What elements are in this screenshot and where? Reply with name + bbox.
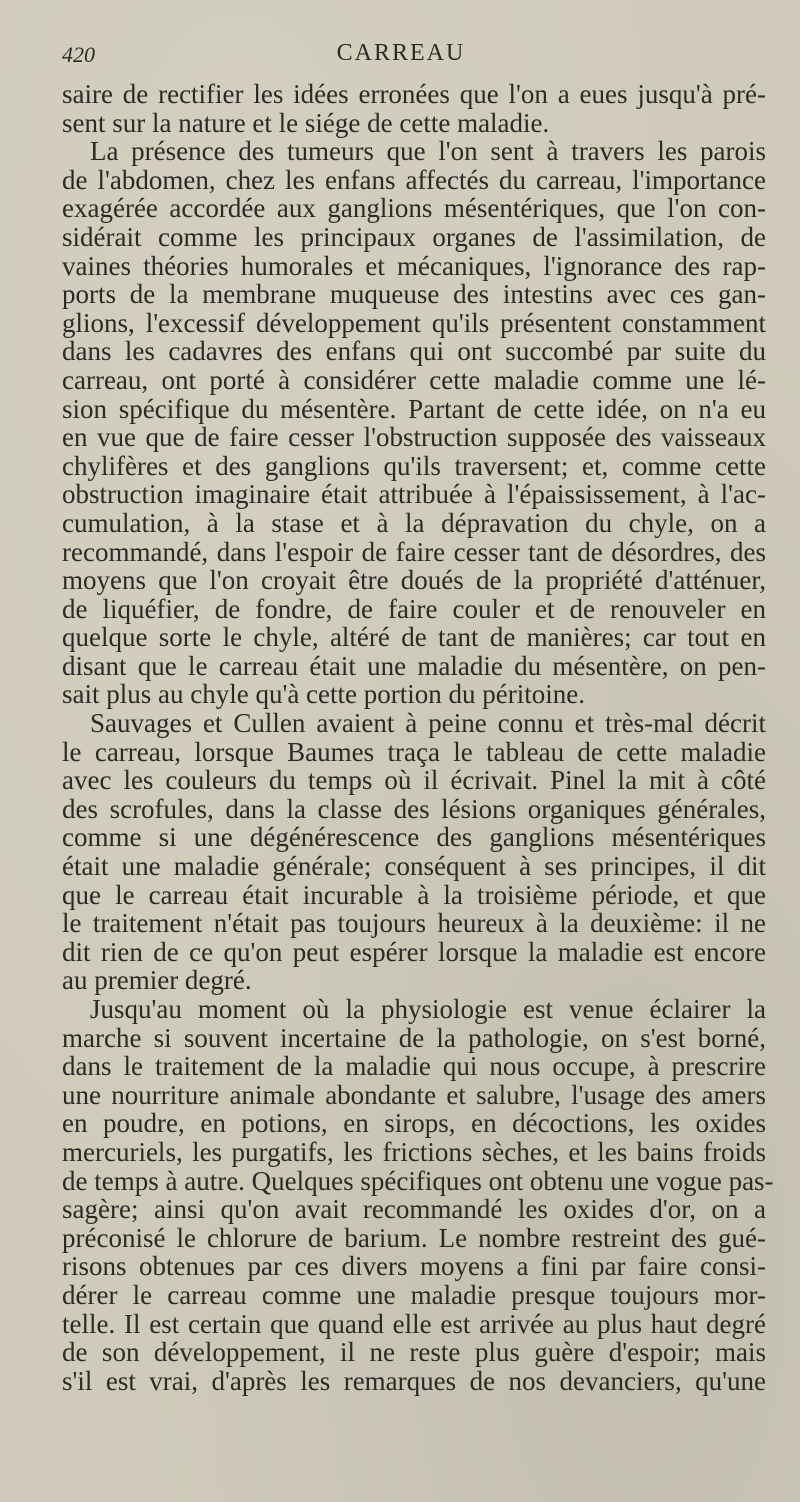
text-line: disant que le carreau était une maladie du mésentère, on pen- bbox=[62, 650, 766, 681]
text-line: sent sur la nature et le siége de cette maladie. bbox=[62, 107, 550, 138]
text-line: dérer le carreau comme une maladie presque toujours mor- bbox=[62, 1279, 766, 1310]
text-line: La présence des tumeurs que l'on sent à travers les parois bbox=[90, 136, 766, 167]
text-line: sidérait comme les principaux organes de l'assimilation, de bbox=[62, 221, 766, 252]
text-line: recommandé, dans l'espoir de faire cesser tant de désordres, des bbox=[62, 536, 766, 567]
text-line: dit rien de ce qu'on peut espérer lorsque la maladie est encore bbox=[62, 936, 766, 967]
text-line: de liquéfier, de fondre, de faire couler et de renouveler en bbox=[62, 593, 766, 624]
text-line: Sauvages et Cullen avaient à peine connu et très-mal décrit bbox=[90, 708, 766, 739]
text-line: quelque sorte le chyle, altéré de tant de manières; car tout en bbox=[62, 622, 766, 653]
page-number: 420 bbox=[62, 42, 95, 67]
text-line: exagérée accordée aux ganglions mésentériques, que l'on con- bbox=[62, 193, 766, 224]
text-line: au premier degré. bbox=[62, 965, 252, 996]
text-line: avec les couleurs du temps où il écrivait. Pinel la mit à côté bbox=[62, 765, 766, 796]
text-line: saire de rectifier les idées erronées que l'on a eues jusqu'à pré- bbox=[62, 79, 766, 109]
text-line: en vue que de faire cesser l'obstruction supposée des vaisseaux bbox=[62, 422, 766, 453]
text-line: que le carreau était incurable à la troisième période, et que bbox=[62, 879, 766, 910]
text-line: le carreau, lorsque Baumes traça le tableau de cette maladie bbox=[62, 736, 766, 767]
text-line: marche si souvent incertaine de la pathologie, on s'est borné, bbox=[62, 1022, 766, 1053]
text-line: risons obtenues par ces divers moyens a fini par faire consi- bbox=[62, 1251, 766, 1282]
text-line: sion spécifique du mésentère. Partant de cette idée, on n'a eu bbox=[62, 393, 766, 424]
text-line: de temps à autre. Quelques spécifiques ont obtenu une vogue pas- bbox=[62, 1165, 774, 1196]
text-line: des scrofules, dans la classe des lésions organiques générales, bbox=[62, 793, 766, 824]
text-line: obstruction imaginaire était attribuée à l'épaississement, à l'ac- bbox=[62, 479, 766, 510]
text-line: le traitement n'était pas toujours heureux à la deuxième: il ne bbox=[62, 908, 766, 939]
page-header bbox=[62, 36, 740, 72]
text-line: moyens que l'on croyait être doués de la propriété d'atténuer, bbox=[62, 565, 766, 596]
text-line: cumulation, à la stase et à la dépravation du chyle, on a bbox=[62, 507, 766, 538]
text-line: une nourriture animale abondante et salubre, l'usage des amers bbox=[62, 1079, 766, 1110]
text-line: chylifères et des ganglions qu'ils traversent; et, comme cette bbox=[62, 450, 766, 481]
text-line: glions, l'excessif développement qu'ils présentent constamment bbox=[62, 307, 766, 338]
text-line: comme si une dégénérescence des ganglions mésentériques bbox=[62, 822, 766, 853]
text-line: Jusqu'au moment où la physiologie est venue éclairer la bbox=[90, 994, 766, 1024]
text-line: en poudre, en potions, en sirops, en décoctions, les oxides bbox=[62, 1108, 766, 1139]
text-line: était une maladie générale; conséquent à ses principes, il dit bbox=[62, 851, 766, 882]
text-line: de son développement, il ne reste plus guère d'espoir; mais bbox=[62, 1337, 766, 1368]
text-line: de l'abdomen, chez les enfans affectés du carreau, l'importance bbox=[62, 164, 766, 195]
text-line: sait plus au chyle qu'à cette portion du péritoine. bbox=[62, 679, 585, 710]
text-line: dans le traitement de la maladie qui nous occupe, à prescrire bbox=[62, 1051, 766, 1082]
text-line: mercuriels, les purgatifs, les frictions sèches, et les bains froids bbox=[62, 1136, 766, 1167]
text-line: vaines théories humorales et mécaniques, l'ignorance des rap- bbox=[62, 250, 766, 281]
text-line: telle. Il est certain que quand elle est arrivée au plus haut degré bbox=[62, 1308, 766, 1339]
text-line: préconisé le chlorure de barium. Le nombre restreint des gué- bbox=[62, 1222, 766, 1253]
text-line: sagère; ainsi qu'on avait recommandé les oxides d'or, on a bbox=[62, 1194, 766, 1225]
text-line: carreau, ont porté à considérer cette maladie comme une lé- bbox=[62, 364, 766, 395]
running-head: CARREAU bbox=[336, 40, 466, 66]
text-line: ports de la membrane muqueuse des intestins avec ces gan- bbox=[62, 279, 766, 310]
text-line: dans les cadavres des enfans qui ont succombé par suite du bbox=[62, 336, 766, 367]
body-text bbox=[62, 79, 774, 1396]
text-line: s'il est vrai, d'après les remarques de nos devanciers, qu'une bbox=[62, 1365, 766, 1396]
